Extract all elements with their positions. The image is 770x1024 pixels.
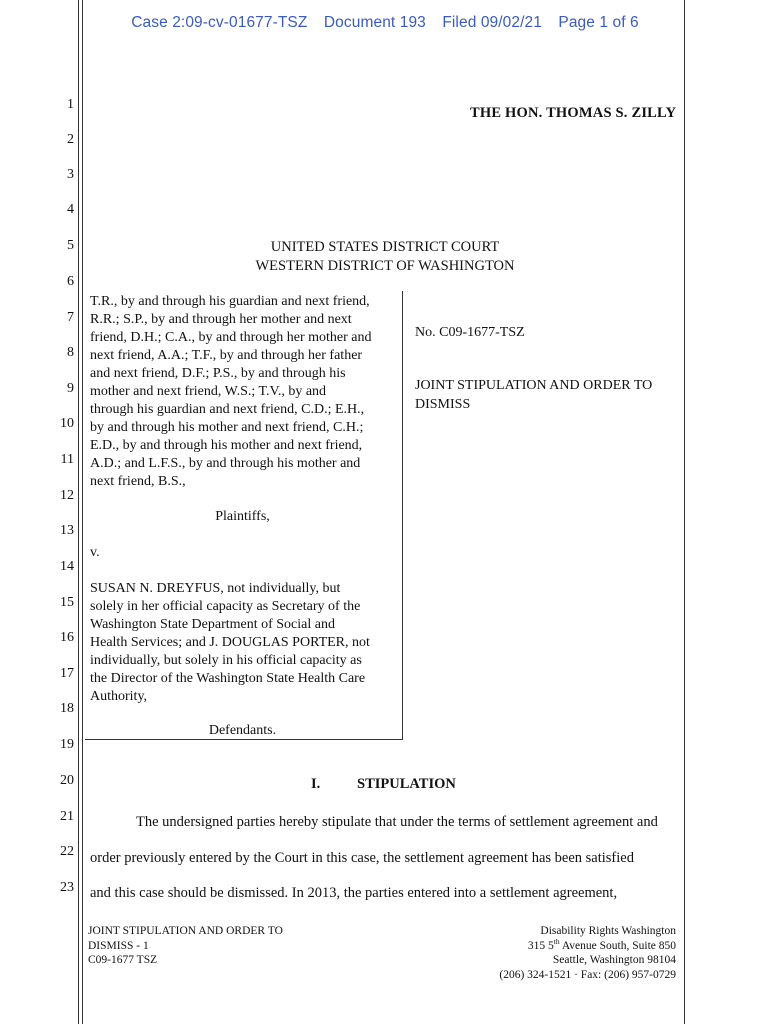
line-number: 1	[67, 97, 74, 112]
body-line: order previously entered by the Court in this case, the settlement agreement has been satisfied	[90, 850, 634, 866]
plaintiff-line: A.D.; and L.F.S., by and through his mother and	[90, 456, 361, 471]
case-number: No. C09-1677-TSZ	[415, 325, 525, 340]
document-number-stamp: Document 193	[323, 14, 426, 31]
defendant-line: Washington State Department of Social and	[90, 617, 335, 632]
firm-city: Seattle, Washington 98104	[552, 954, 676, 966]
judge-name: THE HON. THOMAS S. ZILLY	[470, 105, 677, 121]
plaintiff-line: and next friend, D.F.; P.S., by and through his	[90, 366, 346, 381]
line-number: 4	[67, 202, 74, 217]
plaintiff-line: E.D., by and through his mother and next friend,	[90, 438, 363, 453]
defendant-line: individually, but solely in his official capacity as	[90, 653, 362, 668]
line-number: 13	[60, 523, 74, 538]
line-number: 22	[60, 844, 74, 859]
line-number: 21	[60, 809, 74, 824]
court-line-1: UNITED STATES DISTRICT COURT	[270, 239, 500, 255]
document-title	[415, 376, 685, 414]
line-number: 8	[67, 345, 74, 360]
firm-phones: (206) 324-1521 · Fax: (206) 957-0729	[499, 968, 676, 981]
defendant-line: SUSAN N. DREYFUS, not individually, but	[90, 581, 341, 596]
plaintiff-line: next friend, A.A.; T.F., by and through her father	[90, 348, 363, 363]
line-number: 11	[60, 452, 74, 467]
line-number: 20	[60, 773, 74, 788]
line-number: 14	[60, 559, 74, 574]
section-title: STIPULATION	[357, 776, 456, 792]
defendants-block	[90, 580, 395, 706]
line-number: 10	[60, 416, 74, 431]
line-number: 5	[67, 238, 74, 253]
footer-document-info	[88, 924, 283, 968]
line-number: 15	[60, 595, 74, 610]
plaintiff-line: R.R.; S.P., by and through her mother and next	[90, 312, 352, 327]
defendant-line: Authority,	[90, 689, 148, 704]
defendant-line: solely in her official capacity as Secretary of the	[90, 599, 361, 614]
document-title-line-2: DISMISS	[415, 397, 471, 412]
line-number: 2	[67, 132, 74, 147]
right-margin-rule	[684, 0, 685, 1024]
footer-case-number: C09-1677 TSZ	[88, 954, 158, 966]
plaintiffs-block	[90, 293, 395, 491]
section-number: I.	[311, 776, 321, 792]
filing-header	[0, 14, 770, 32]
body-line: and this case should be dismissed. In 2013, the parties entered into a settlement agreement,	[90, 885, 618, 901]
court-name	[85, 238, 685, 276]
left-margin-rule-1	[78, 0, 79, 1024]
line-number: 12	[60, 488, 74, 503]
case-number-stamp: Case 2:09-cv-01677-TSZ	[131, 14, 308, 31]
plaintiffs-label: Plaintiffs,	[215, 509, 270, 524]
footer-firm-info	[440, 924, 676, 982]
footer-title-line-1: JOINT STIPULATION AND ORDER TO	[88, 925, 283, 937]
line-number: 23	[60, 880, 74, 895]
line-number: 16	[60, 630, 74, 645]
body-line: The undersigned parties hereby stipulate that under the terms of settlement agreement and	[136, 814, 658, 830]
line-number: 18	[60, 701, 74, 716]
line-number: 6	[67, 274, 74, 289]
caption-vertical-rule	[402, 291, 403, 740]
footer-title-line-2: DISMISS - 1	[88, 939, 149, 952]
document-title-line-1: JOINT STIPULATION AND ORDER TO	[415, 378, 653, 393]
plaintiff-line: friend, D.H.; C.A., by and through her mother and	[90, 330, 372, 345]
plaintiff-line: mother and next friend, W.S.; T.V., by and	[90, 384, 327, 399]
plaintiff-line: through his guardian and next friend, C.D.; E.H.,	[90, 402, 365, 417]
firm-name: Disability Rights Washington	[540, 925, 676, 937]
page-count-stamp: Page 1 of 6	[558, 14, 639, 31]
line-number: 9	[67, 381, 74, 396]
versus: v.	[90, 545, 100, 560]
line-number: 7	[67, 310, 74, 325]
filed-date-stamp: Filed 09/02/21	[442, 14, 542, 31]
defendants-label: Defendants.	[208, 723, 277, 738]
court-line-2: WESTERN DISTRICT OF WASHINGTON	[255, 258, 515, 274]
left-margin-rule-2	[82, 0, 83, 1024]
plaintiff-line: next friend, B.S.,	[90, 474, 186, 489]
defendant-line: the Director of the Washington State Health Care	[90, 671, 366, 686]
line-number: 17	[60, 666, 74, 681]
line-number: 19	[60, 737, 74, 752]
defendant-line: Health Services; and J. DOUGLAS PORTER, not	[90, 635, 370, 650]
firm-address: 315 5th Avenue South, Suite 850	[527, 936, 676, 952]
line-number: 3	[67, 167, 74, 182]
plaintiff-line: T.R., by and through his guardian and next friend,	[90, 294, 370, 309]
plaintiff-line: by and through his mother and next friend, C.H.;	[90, 420, 364, 435]
